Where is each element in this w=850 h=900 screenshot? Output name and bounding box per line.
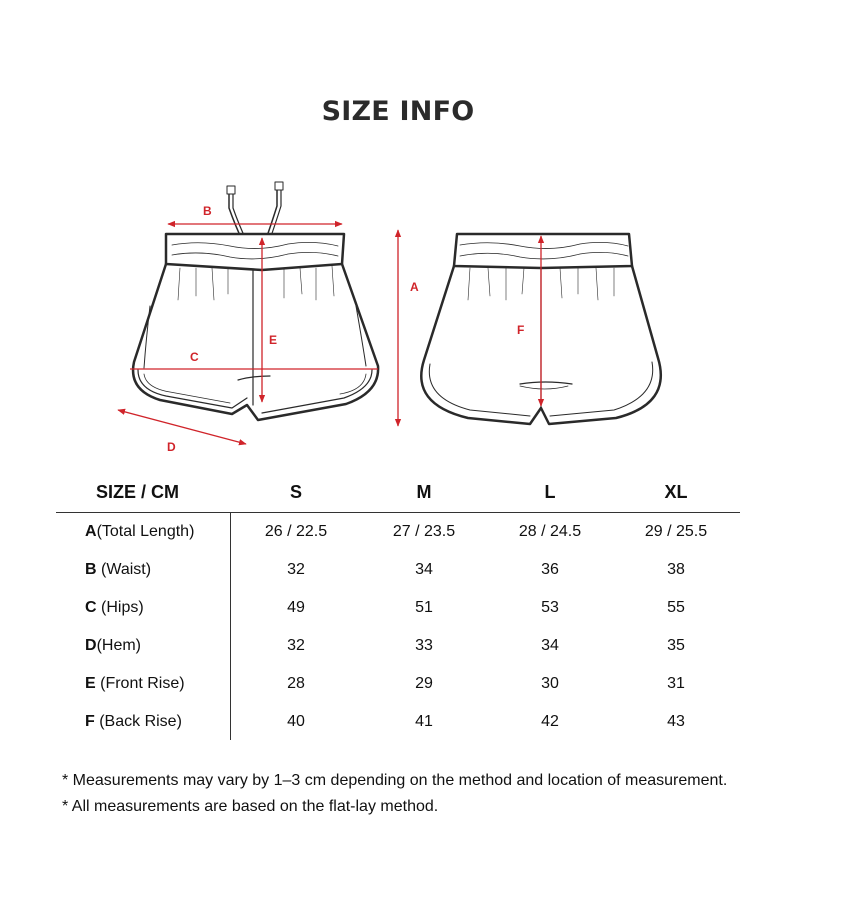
table-row <box>56 627 740 665</box>
row-label <box>85 599 144 617</box>
row-name: (Waist) <box>96 561 152 578</box>
size-table-header <box>56 474 740 513</box>
cell-xl: 55 <box>667 599 685 616</box>
row-key: C <box>85 599 97 616</box>
cell-m: 41 <box>415 713 433 730</box>
cell-s: 49 <box>287 599 305 616</box>
row-label <box>85 713 182 731</box>
cell-m: 51 <box>415 599 433 616</box>
row-name: (Back Rise) <box>94 713 182 730</box>
cell-m: 27 / 23.5 <box>392 523 456 540</box>
row-name: (Hem) <box>96 637 141 654</box>
cell-l: 34 <box>541 637 559 654</box>
table-row <box>56 589 740 627</box>
row-label <box>85 675 185 693</box>
front-view-shorts <box>133 182 378 420</box>
cell-xl: 43 <box>667 713 685 730</box>
label-d: D <box>167 440 176 454</box>
row-key: E <box>85 675 96 692</box>
shorts-measurement-diagram <box>0 160 850 460</box>
label-a: A <box>410 280 419 294</box>
header-l: L <box>544 482 556 502</box>
cell-l: 36 <box>541 561 559 578</box>
cell-xl: 38 <box>667 561 685 578</box>
header-m: M <box>416 482 432 502</box>
cell-m: 33 <box>415 637 433 654</box>
table-row <box>56 513 740 551</box>
row-name: (Total Length) <box>96 523 195 540</box>
row-name: (Front Rise) <box>95 675 185 692</box>
header-s: S <box>289 482 302 502</box>
header-size-cm: SIZE / CM <box>96 482 180 502</box>
row-label <box>85 523 194 541</box>
cell-l: 53 <box>541 599 559 616</box>
row-key: B <box>85 561 97 578</box>
row-label <box>85 561 151 579</box>
row-label <box>85 637 141 655</box>
cell-xl: 29 / 25.5 <box>644 523 708 540</box>
cell-l: 42 <box>541 713 559 730</box>
page-title: SIZE INFO <box>321 96 475 127</box>
cell-m: 29 <box>415 675 433 692</box>
table-row <box>56 665 740 703</box>
cell-s: 40 <box>287 713 305 730</box>
label-b: B <box>203 204 212 218</box>
cell-s: 28 <box>287 675 305 692</box>
cell-s: 26 / 22.5 <box>264 523 328 540</box>
label-f: F <box>517 323 525 337</box>
table-row <box>56 551 740 589</box>
cell-s: 32 <box>287 561 305 578</box>
cell-l: 28 / 24.5 <box>518 523 582 540</box>
row-name: (Hips) <box>96 599 144 616</box>
cell-m: 34 <box>415 561 433 578</box>
measure-d-line <box>118 410 246 444</box>
row-key: F <box>85 713 95 730</box>
label-e: E <box>269 333 278 347</box>
cell-xl: 31 <box>667 675 685 692</box>
row-key: D <box>85 637 97 654</box>
header-xl: XL <box>664 482 688 502</box>
table-row <box>56 703 740 741</box>
label-c: C <box>190 350 199 364</box>
cell-xl: 35 <box>667 637 685 654</box>
row-key: A <box>85 523 97 540</box>
measurement-notes <box>62 768 727 820</box>
note-flat-lay: * All measurements are based on the flat-lay method. <box>62 798 439 815</box>
size-table <box>56 474 740 741</box>
cell-l: 30 <box>541 675 559 692</box>
note-variance: * Measurements may vary by 1–3 cm depending on the method and location of measurement. <box>62 772 728 789</box>
cell-s: 32 <box>287 637 305 654</box>
